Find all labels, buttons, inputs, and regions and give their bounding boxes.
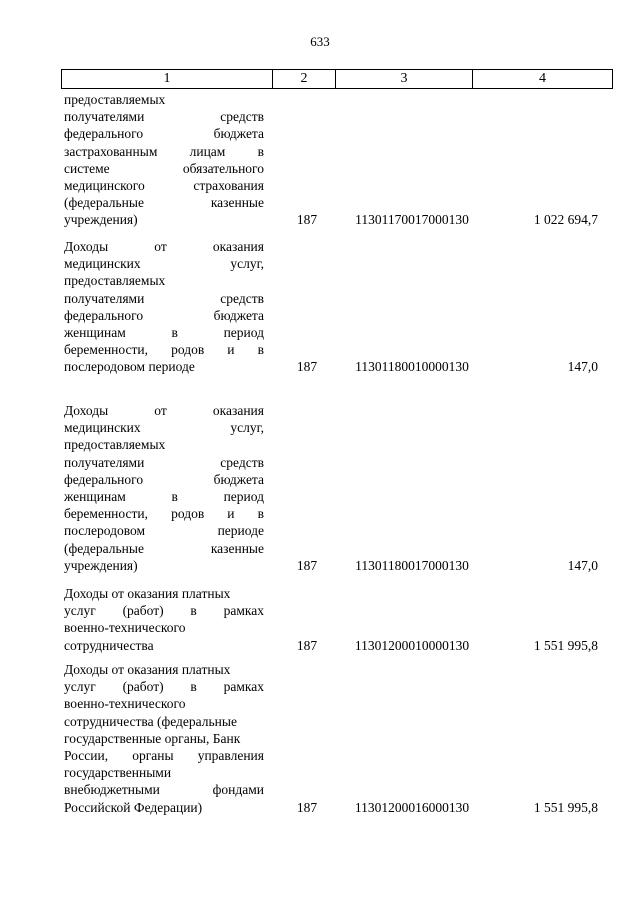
description-line: федерального бюджета	[64, 307, 264, 323]
description-line: внебюджетными фондами	[64, 782, 264, 798]
row-code: 187	[296, 799, 318, 815]
description-line: Доходы от оказания платных	[64, 586, 231, 601]
row-code: 187	[296, 637, 318, 653]
row-kbk: 11301180010000130	[355, 359, 469, 375]
row-description	[64, 238, 264, 376]
description-line: системе обязательного	[64, 160, 264, 176]
description-line: медицинских услуг,	[64, 256, 264, 272]
row-kbk: 11301200010000130	[354, 637, 470, 653]
description-line: предоставляемых	[64, 92, 166, 107]
row-sum: 1 551 995,8	[533, 799, 598, 815]
description-line: женщинам в период	[64, 324, 264, 340]
description-line: получателями средств	[64, 109, 264, 125]
description-line: застрахованным лицам в	[64, 143, 264, 159]
description-line: учреждения)	[64, 212, 138, 228]
description-line: Доходы от оказания	[64, 403, 264, 418]
header-col-1: 1	[62, 70, 273, 88]
description-line: беременности, родов и в	[64, 342, 264, 358]
row-kbk: 11301180017000130	[355, 557, 469, 573]
table-header	[61, 69, 613, 89]
description-line: получателями средств	[64, 454, 264, 470]
page-number: 633	[310, 34, 330, 49]
header-col-3: 3	[336, 70, 473, 88]
description-line: получателями средств	[64, 290, 264, 306]
description-line: медицинского страхования	[64, 177, 264, 193]
row-description	[64, 91, 264, 229]
description-line: услуг (работ) в рамках	[64, 603, 264, 619]
header-col-4: 4	[539, 71, 546, 86]
description-line: сотрудничества	[64, 637, 154, 653]
row-sum: 147,0	[567, 359, 598, 375]
row-sum: 1 551 995,8	[533, 637, 598, 653]
row-sum: 1 022 694,7	[533, 212, 598, 228]
row-code: 187	[296, 557, 318, 573]
row-kbk: 11301170017000130	[355, 212, 469, 228]
description-line: государственные органы, Банк	[64, 730, 241, 746]
description-line: государственными	[64, 765, 172, 781]
description-line: послеродовом периоде	[64, 523, 264, 539]
description-line: беременности, родов и в	[64, 506, 264, 522]
description-line: медицинских услуг,	[64, 420, 264, 436]
description-line: предоставляемых	[64, 437, 166, 453]
description-line: предоставляемых	[64, 273, 166, 289]
row-code: 187	[296, 359, 318, 375]
description-line: учреждения)	[64, 557, 138, 573]
description-line: Доходы от оказания платных	[64, 662, 231, 677]
row-description	[64, 402, 264, 574]
description-line: услуг (работ) в рамках	[64, 679, 264, 695]
description-line: послеродовом периоде	[64, 359, 195, 375]
description-line: (федеральные казенные	[64, 540, 264, 556]
row-kbk: 11301200016000130	[354, 799, 470, 815]
row-description	[64, 661, 264, 816]
row-description	[64, 585, 264, 654]
description-line: военно-технического	[64, 620, 186, 636]
description-line: федерального бюджета	[64, 126, 264, 142]
description-line: России, органы управления	[64, 747, 264, 763]
description-line: Доходы от оказания	[64, 239, 264, 254]
header-col-2: 2	[273, 70, 336, 88]
row-code: 187	[296, 212, 318, 228]
row-sum: 147,0	[567, 557, 598, 573]
description-line: военно-технического	[64, 696, 186, 712]
description-line: сотрудничества (федеральные	[64, 713, 237, 729]
description-line: Российской Федерации)	[64, 799, 203, 815]
description-line: (федеральные казенные	[64, 195, 264, 211]
description-line: женщинам в период	[64, 488, 264, 504]
description-line: федерального бюджета	[64, 471, 264, 487]
